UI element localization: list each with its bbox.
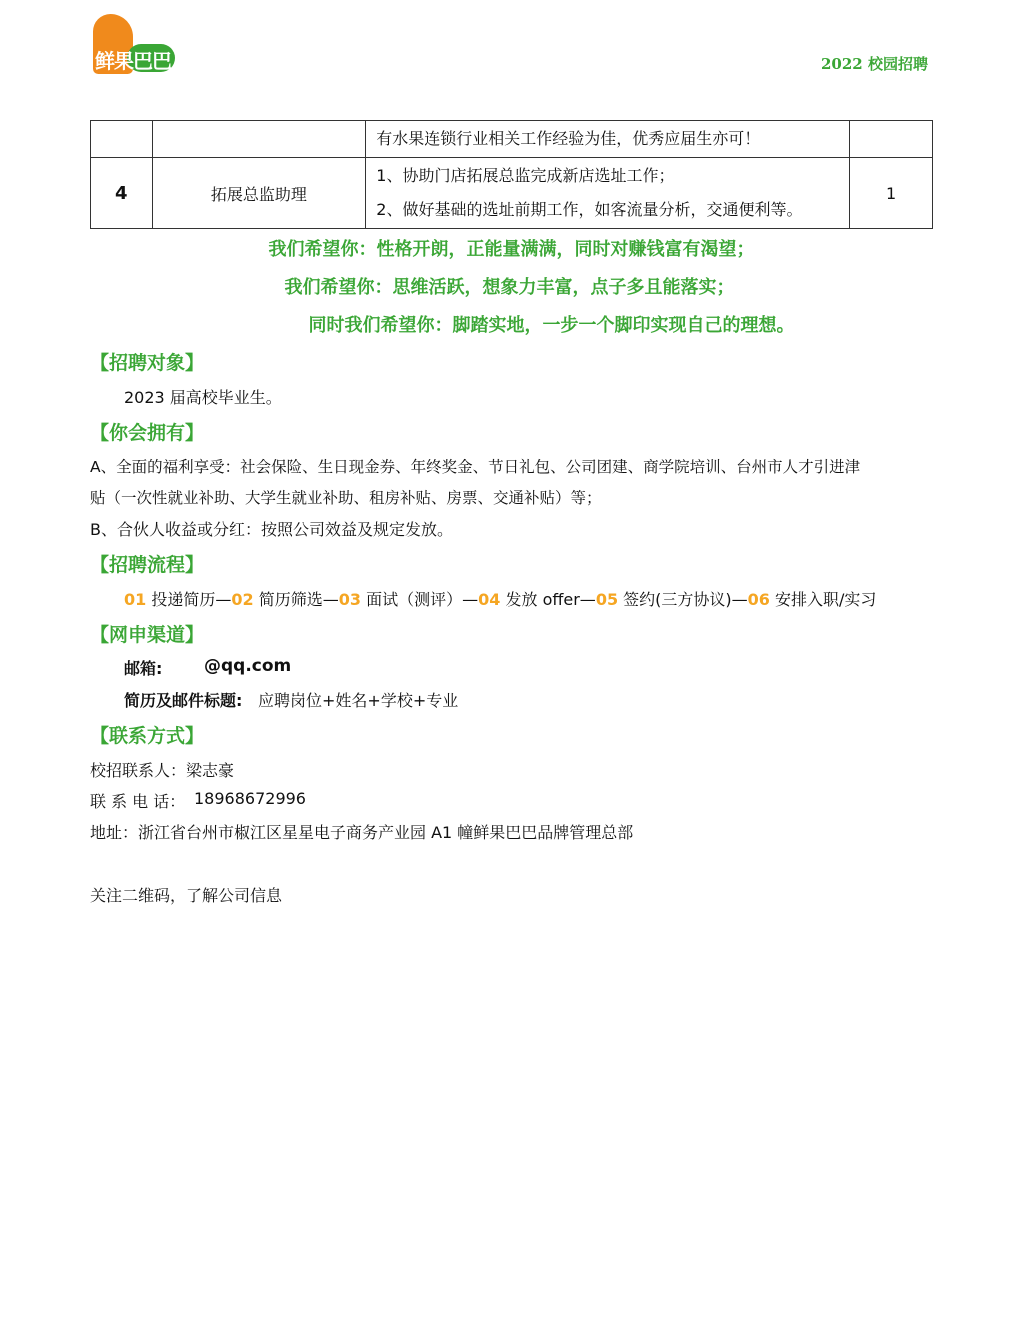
section-title-benefits: 【你会拥有】 [90,422,205,444]
benefit-line: 贴（一次性就业补助、大学生就业补助、租房补贴、房票、交通补贴）等； [90,489,602,507]
table-cell-title: 拓展总监助理 [152,158,366,229]
step-label: 安排入职/实习 [775,590,877,609]
target-text: 2023 届高校毕业生。 [124,388,282,407]
table-cell-no: 4 [91,158,153,229]
table-row [91,121,933,158]
step-number: 01 [124,590,147,609]
step-label: 签约(三方协议)— [623,590,748,609]
table-cell-count [850,121,933,158]
section-title-process: 【招聘流程】 [90,554,205,576]
slogan-1: 我们希望你：性格开朗，正能量满满，同时对赚钱富有渴望； [268,239,755,260]
step-label: 发放 offer— [505,590,596,609]
email-value[interactable]: @qq.com [204,656,292,676]
step-number: 06 [747,590,770,609]
step-label: 面试（测评）— [366,590,479,609]
step-label: 简历筛选— [258,590,339,609]
contact-address: 地址：浙江省台州市椒江区星星电子商务产业园 A1 幢鲜果巴巴品牌管理总部 [90,823,634,842]
table-row [91,158,933,229]
job-table [90,120,933,229]
section-title-apply: 【网申渠道】 [90,624,205,646]
benefit-line: A、全面的福利享受：社会保险、生日现金券、年终奖金、节日礼包、公司团建、商学院培训、台州市人才引进津 [90,458,861,476]
benefit-line: B、合伙人收益或分红：按照公司效益及规定发放。 [90,520,453,539]
table-cell-title [152,121,366,158]
subject-label: 简历及邮件标题: [124,691,243,710]
contact-phone-value[interactable]: 18968672996 [194,789,306,808]
step-number: 03 [338,590,362,609]
header-title: 2022 校园招聘 [821,55,928,73]
desc-line: 1、协助门店拓展总监完成新店选址工作； [376,166,675,185]
contact-phone-label: 联 系 电 话： [90,792,186,811]
desc-line: 2、做好基础的选址前期工作，如客流量分析，交通便利等。 [376,200,803,219]
table-cell-no [91,121,153,158]
section-title-contact: 【联系方式】 [90,725,205,747]
step-number: 05 [595,590,619,609]
table-cell-desc: 有水果连锁行业相关工作经验为佳，优秀应届生亦可！ [366,121,850,158]
qr-note: 关注二维码，了解公司信息 [90,886,283,905]
section-title-target: 【招聘对象】 [90,352,205,374]
table-cell-count: 1 [850,158,933,229]
step-label: 投递简历— [151,590,232,609]
logo-text: 鲜果巴巴 [95,49,171,73]
step-number: 04 [478,590,501,609]
table-cell-desc [366,158,850,229]
company-logo [93,14,177,76]
slogan-3: 同时我们希望你：脚踏实地，一步一个脚印实现自己的理想。 [308,315,795,336]
step-number: 02 [231,590,254,609]
email-label: 邮箱: [124,659,163,678]
subject-value: 应聘岗位+姓名+学校+专业 [258,691,459,710]
contact-person: 校招联系人：梁志豪 [90,761,235,780]
process-steps [124,587,876,610]
slogan-2: 我们希望你：思维活跃，想象力丰富，点子多且能落实； [284,277,735,298]
